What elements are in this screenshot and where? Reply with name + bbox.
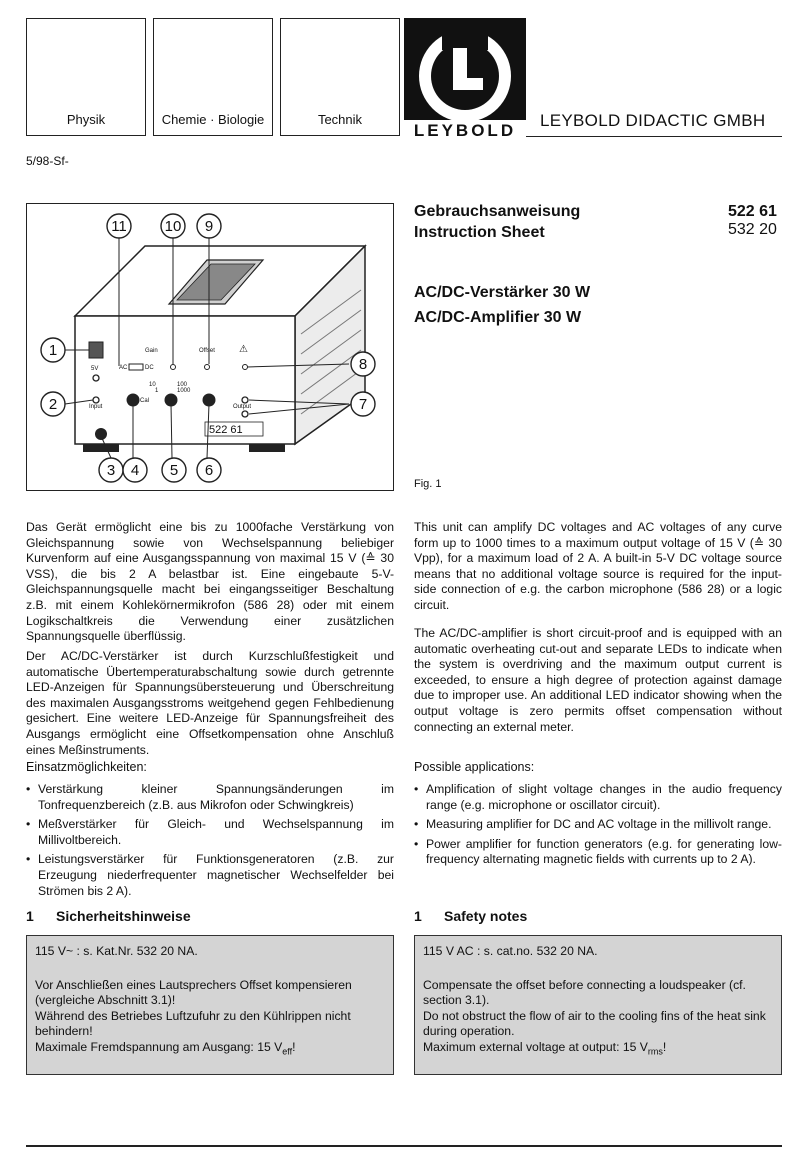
applications-list-german bbox=[26, 782, 394, 903]
panel-label-output: Output bbox=[233, 404, 252, 410]
panel-label-ac: AC bbox=[119, 365, 128, 371]
company-name: LEYBOLD DIDACTIC GMBH bbox=[540, 111, 766, 130]
features-paragraph-german: Der AC/DC-Verstärker ist durch Kurzschlußfestigkeit und automatische Übertemperaturabschaltung sowie durch getrennte LED-Anzeigen für Spannungsübersteuerung und Überschreitung des maximalen Ausgangsstroms weitgehend gegen Fehlbedienung gesichert. Eine weitere LED-Anzeige für Spannungsfreiheit des Ausgangs ermöglicht eine Offsetkompensation ohne Anschluß eines Meßinstruments. bbox=[26, 649, 394, 757]
footer-rule bbox=[26, 1145, 782, 1147]
panel-label-offset: Offset bbox=[199, 348, 215, 354]
amplifier-illustration bbox=[27, 204, 393, 490]
range-label-1: 1 bbox=[155, 388, 159, 394]
list-item: • Power amplifier for function generators (e.g. for generating low-frequency alternating magnetic fields with currents up to 2 A). bbox=[414, 837, 782, 868]
header-tab-label: Chemie · Biologie bbox=[161, 112, 265, 127]
callout-8: 8 bbox=[358, 356, 368, 373]
applications-heading-german: Einsatzmöglichkeiten: bbox=[26, 760, 147, 774]
title-english: Instruction Sheet bbox=[414, 224, 545, 241]
range-label-100: 100 bbox=[177, 382, 188, 388]
title-german: Gebrauchsanweisung bbox=[414, 203, 581, 220]
intro-paragraph-german: Das Gerät ermöglicht eine bis zu 1000fache Verstärkung von Gleichspannung sowie von Wechselspannung beliebiger Kurvenform auf eine Ausgangsspannung von maximal 15 V (≙ 30 VSS), die bis 2 A belastbar ist. Eine eingebaute 5-V-Gleichspannungsquelle macht bei eingangsseitiger Beschaltung z.B. mit einem Kohlekörnermikrofon (586 28) oder mit einem Logikschaltkreis die Verwendung einer zusätzlichen Spannungsquelle überflüssig. bbox=[26, 520, 394, 644]
safety-line: Während des Betriebes Luftzufuhr zu den Kühlrippen nicht behindern! bbox=[35, 1008, 351, 1039]
list-item: • Measuring amplifier for DC and AC voltage in the millivolt range. bbox=[414, 817, 782, 833]
panel-label-gain: Gain bbox=[145, 348, 158, 354]
safety-line: Vor Anschließen eines Lautsprechers Offset kompensieren (vergleiche Abschnitt 3.1)! bbox=[35, 977, 352, 1008]
callout-11: 11 bbox=[111, 218, 127, 235]
header-tab-technik bbox=[280, 18, 400, 136]
figure-caption: Fig. 1 bbox=[414, 478, 442, 490]
safety-line: Do not obstruct the flow of air to the cooling fins of the heat sink during operation. bbox=[423, 1008, 766, 1039]
catalog-number-secondary: 532 20 bbox=[728, 221, 777, 238]
list-item: • Verstärkung kleiner Spannungsänderungen im Tonfrequenzbereich (z.B. aus Mikrofon oder Schwingkreis) bbox=[26, 782, 394, 813]
panel-label-5v: 5V bbox=[91, 366, 99, 372]
callout-1: 1 bbox=[48, 342, 58, 359]
revision-code: 5/98-Sf- bbox=[26, 154, 69, 168]
header-tab-physik bbox=[26, 18, 146, 136]
list-item: • Meßverstärker für Gleich- und Wechselspannung im Millivoltbereich. bbox=[26, 817, 394, 848]
safety-box-english bbox=[414, 935, 782, 1075]
callout-5: 5 bbox=[169, 462, 179, 479]
section-title: Safety notes bbox=[444, 908, 528, 924]
header-tab-label: Technik bbox=[317, 112, 363, 127]
range-label-1000: 1000 bbox=[177, 388, 191, 394]
safety-line-voltage: Maximum external voltage at output: 15 $V_{rms}$! bbox=[423, 1039, 667, 1057]
section-number: 1 bbox=[26, 908, 34, 924]
leybold-logo bbox=[404, 18, 526, 140]
applications-list-english bbox=[414, 782, 782, 872]
product-name-german: AC/DC-Verstärker 30 W bbox=[414, 284, 591, 301]
callout-6: 6 bbox=[204, 462, 214, 479]
callout-10: 10 bbox=[164, 218, 182, 235]
features-paragraph-english: The AC/DC-amplifier is short circuit-proof and is equipped with an automatic overheating cut-out and separate LEDs to indicate when the system is overdriving and the maximum output current is exceeded, to ensure a high degree of protection against damage due to improper use. An additional LED indicator showing when the output voltage is zero permits offset compensation without connecting an external meter. bbox=[414, 626, 782, 734]
applications-heading-english: Possible applications: bbox=[414, 760, 535, 774]
section-title: Sicherheitshinweise bbox=[56, 908, 191, 924]
leybold-logo-text: LEYBOLD bbox=[413, 121, 517, 140]
catalog-number-primary: 522 61 bbox=[728, 203, 777, 220]
safety-box-german bbox=[26, 935, 394, 1075]
callout-3: 3 bbox=[106, 462, 116, 479]
intro-paragraph-english: This unit can amplify DC voltages and AC voltages of any curve form up to 1000 times to a maximum output voltage of 15 V (≙ 30 Vpp), for a maximum load of 2 A. A built-in 5-V DC voltage source means that no additional voltage source is required for the input-side connection of e.g. the carbon microphone (586 28) or a logic circuit. bbox=[414, 520, 782, 612]
callout-7: 7 bbox=[358, 396, 368, 413]
model-label: 522 61 bbox=[209, 424, 243, 436]
panel-label-dc: DC bbox=[145, 365, 154, 371]
section-heading-german bbox=[26, 908, 191, 924]
product-name-english: AC/DC-Amplifier 30 W bbox=[414, 309, 582, 326]
panel-label-cal: Cal bbox=[140, 398, 150, 404]
section-number: 1 bbox=[414, 908, 422, 924]
panel-label-input: Input bbox=[89, 404, 103, 410]
range-label-10: 10 bbox=[149, 382, 156, 388]
safety-line-voltage: Maximale Fremdspannung am Ausgang: 15 $V_{eff}$! bbox=[35, 1039, 296, 1057]
warning-icon: ⚠ bbox=[239, 344, 248, 355]
header-tab-label: Physik bbox=[66, 112, 106, 127]
callout-4: 4 bbox=[130, 462, 140, 479]
header-tab-chemie-biologie bbox=[153, 18, 273, 136]
list-item: • Amplification of slight voltage changes in the audio frequency range (e.g. microphone or oscillator circuit). bbox=[414, 782, 782, 813]
safety-line: 115 V~ : s. Kat.Nr. 532 20 NA. bbox=[35, 944, 198, 958]
callout-9: 9 bbox=[204, 218, 214, 235]
list-item: • Leistungsverstärker für Funktionsgeneratoren (z.B. zur Erzeugung niederfrequenter magnetischer Wechselfelder bei Strömen bis 2 A). bbox=[26, 852, 394, 899]
callout-2: 2 bbox=[48, 396, 58, 413]
company-underline bbox=[526, 136, 782, 137]
section-heading-english bbox=[414, 908, 527, 924]
device-figure bbox=[26, 203, 394, 491]
safety-line: Compensate the offset before connecting a loudspeaker (cf. section 3.1). bbox=[423, 977, 746, 1008]
safety-line: 115 V AC : s. cat.no. 532 20 NA. bbox=[423, 944, 598, 958]
